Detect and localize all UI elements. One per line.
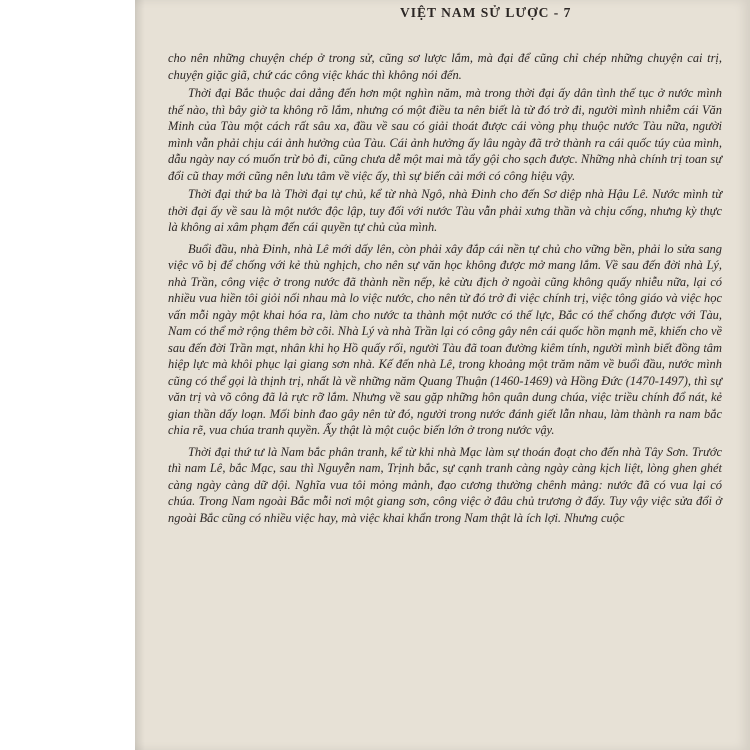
paragraph: Buổi đầu, nhà Đinh, nhà Lê mới dấy lên, còn phải xây đắp cái nền tự chủ cho vững bền, phải lo sửa sang việc võ bị để chống với kẻ thù nghịch, cho nên sự văn học không được mở mang lắm. Về sau đến đời nhà Lý, nhà Trần, công việc ở trong nước đã thành nền nếp, kẻ cừu địch ở ngoài cũng không quấy nhiễu nữa, lại có nhiều vua hiền tôi giỏi nối nhau mà lo việc nước, cho nên từ đó trở đi việc chính trị, việc tông giáo và việc học vấn mỗi ngày một khai hóa ra, làm cho nước ta thành một nước có thế lực, Bắc có thể chống được với Tàu, Nam có thể mở rộng thêm bờ cõi. Nhà Lý và nhà Trần lại có công gây nên cái quốc hồn mạnh mẽ, khiến cho về sau đến đời Trần mạt, nhân khi họ Hồ quấy rối, người Tàu đã toan đường kiêm tính, người mình biết đồng tâm hiệp lực mà khôi phục lại giang sơn nhà. Kế đến nhà Lê, trong khoảng một trăm năm về buổi đầu, nước mình cũng có thể gọi là thịnh trị, nhất là về những năm Quang Thuận (1460-1469) và Hồng Đức (1470-1497), thì sự văn trị và võ công đã lả rực rỡ lắm. Nhưng về sau gặp những hôn quân dung chúa, việc triều chính đổ nát, kẻ gian thần dấy loạn. Mối binh đao gây nên từ đó, người trong nước đánh giết lẫn nhau, làm thành ra nam bắc chia rẽ, vua chúa tranh quyền. Ấy thật là một cuộc biến lớn ở trong nước vậy.: [168, 241, 722, 437]
page-gutter-shadow: [135, 0, 145, 750]
paragraph: Thời đại thứ tư là Nam bắc phân tranh, kể từ khi nhà Mạc làm sự thoán đoạt cho đến nhà Tây Sơn. Trước thì nam Lê, bắc Mạc, sau thì Nguyễn nam, Trịnh bắc, sự cạnh tranh càng ngày càng kịch liệt, lòng ghen ghét càng ngày càng dữ dội. Nghĩa vua tôi mỏng mảnh, đạo cương thường chênh mảng: nước đã có vua lại có chúa. Trong Nam ngoài Bắc mỗi nơi một giang sơn, công việc ở đâu chủ trương ở đấy. Tuy vậy việc sửa đổi ở ngoài Bắc cũng có nhiều việc hay, mà việc khai khẩn trong Nam thật là ích lợi. Nhưng cuộc: [168, 444, 722, 525]
body-text: [168, 50, 722, 528]
running-header: VIỆT NAM SỬ LƯỢC - 7: [400, 5, 572, 20]
paragraph: cho nên những chuyện chép ở trong sử, cũng sơ lược lắm, mà đại để cũng chỉ chép những chuyện cai trị, chuyện giặc giã, chứ các công việc khác thì không nói đến.: [168, 51, 722, 82]
paragraph: Thời đại Bắc thuộc dai dẳng đến hơn một nghìn năm, mà trong thời đại ấy dân tình thế tục ở nước mình thế nào, thì bây giờ ta không rõ lắm, nhưng có một điều ta nên biết là từ đó trở đi, người mình nhiễm cái Văn Minh của Tàu một cách rất sâu xa, đầu về sau có giải thoát được cái vòng phụ thuộc nước Tàu nữa, người mình vẫn phải chịu cái ảnh hưởng của Tàu. Cái ảnh hưởng ấy lâu ngày đã trở thành ra cái quốc túy của mình, dẫu ngày nay có muốn trừ bỏ đi, cũng chưa dễ một mai mà tẩy gội cho sạch được. Những nhà chính trị toan sự đổi cũ thay mới cũng nên lưu tâm về việc ấy, thì sự biến cải mới có công hiệu vậy.: [168, 86, 722, 183]
paragraph: Thời đại thứ ba là Thời đại tự chủ, kể từ nhà Ngô, nhà Đinh cho đến Sơ diệp nhà Hậu Lê. Nước mình từ thời đại ấy về sau là một nước độc lập, tuy đối với nước Tàu vẫn phải xưng thần và chịu cống, nhưng kỳ thực là không ai xâm phạm đến cái quyền tự chủ của mình.: [168, 187, 722, 234]
